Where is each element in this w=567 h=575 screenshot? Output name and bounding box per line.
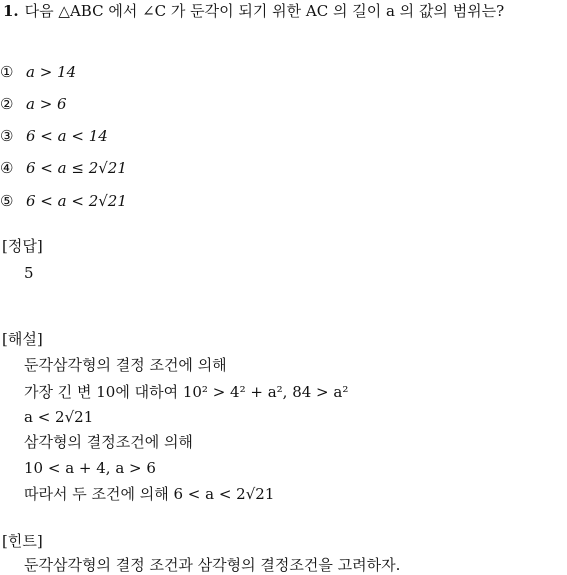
explanation-line-3: a < 2√21 (24, 408, 94, 426)
option-3-number: ③ (0, 127, 14, 145)
option-1-number: ① (0, 63, 14, 81)
option-5-number: ⑤ (0, 192, 14, 210)
explanation-line-1: 둔각삼각형의 결정 조건에 의해 (24, 356, 227, 374)
option-4 (0, 159, 127, 177)
explanation-label: [해설] (2, 330, 43, 348)
hint-line-1: 둔각삼각형의 결정 조건과 삼각형의 결정조건을 고려하자. (24, 556, 401, 574)
explanation-line-4: 삼각형의 결정조건에 의해 (24, 433, 193, 451)
option-3 (0, 127, 108, 145)
option-5-text: 6 < a < 2√21 (26, 192, 127, 210)
option-1 (0, 63, 76, 81)
explanation-line-5: 10 < a + 4, a > 6 (24, 459, 156, 477)
question-number: 1. (3, 2, 19, 20)
option-5 (0, 192, 127, 210)
explanation-line-2: 가장 긴 변 10에 대하여 10² > 4² + a², 84 > a² (24, 383, 349, 401)
option-1-text: a > 14 (26, 63, 77, 81)
question-body: 다음 △ABC 에서 ∠C 가 둔각이 되기 위한 AC 의 길이 a 의 값의 범위는? (24, 2, 505, 20)
option-4-text: 6 < a ≤ 2√21 (26, 159, 127, 177)
question-text (3, 2, 504, 20)
option-4-number: ④ (0, 159, 14, 177)
answer-value: 5 (24, 264, 34, 282)
answer-label: [정답] (2, 237, 43, 255)
option-2-text: a > 6 (26, 95, 67, 113)
explanation-line-6: 따라서 두 조건에 의해 6 < a < 2√21 (24, 485, 275, 503)
option-2 (0, 95, 67, 113)
option-3-text: 6 < a < 14 (26, 127, 108, 145)
hint-label: [힌트] (2, 532, 43, 550)
option-2-number: ② (0, 95, 14, 113)
